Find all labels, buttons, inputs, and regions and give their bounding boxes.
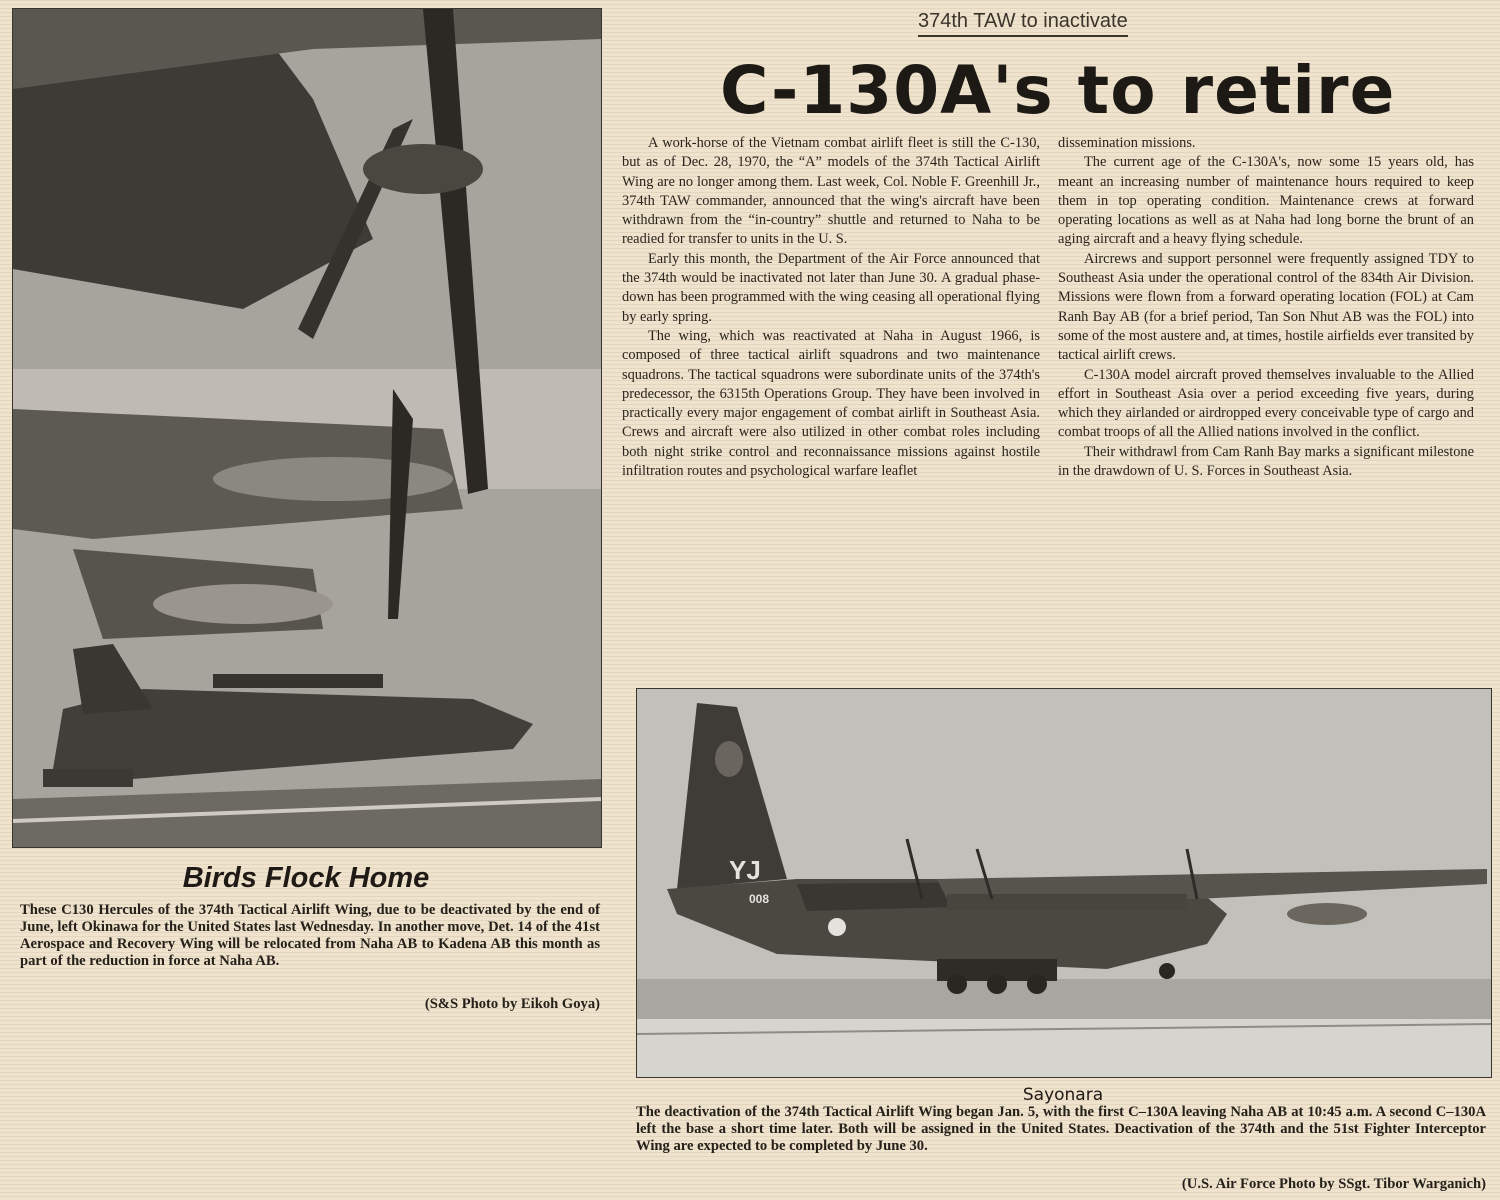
left-photo-credit: (S&S Photo by Eikoh Goya) bbox=[424, 996, 600, 1012]
article-paragraph: C-130A model aircraft proved themselves invaluable to the Allied effort in Southeast Asia over a period exceeding five years, during which they airlanded or airdropped every conceivable type of cargo and combat troops of all the Allied nations involved in the conflict. bbox=[1058, 366, 1474, 441]
tail-number: 008 bbox=[749, 892, 770, 906]
article-paragraph: Early this month, the Department of the Air Force announced that the 374th would be inactivated not later than June 30. A gradual phase-down has been programmed with the wing ceasing all operational flying by early spring. bbox=[622, 250, 1040, 325]
c130-formation-image bbox=[13, 9, 601, 847]
article-paragraph: The current age of the C-130A's, now some 15 years old, has meant an increasing number of maintenance hours required to keep them in top operating condition. Maintenance crews at forward operating locations as well as at Naha had long borne the brunt of an aging aircraft and a heavy flying schedule. bbox=[1058, 154, 1474, 248]
article-paragraph: A work-horse of the Vietnam combat airlift fleet is still the C-130, but as of Dec. 28, 1970, the “A” models of the 374th Tactical Airlift Wing are no longer among them. Last week, Col. Noble F. Greenhill Jr., 374th TAW commander, announced that the wing's aircraft have been withdrawn from the “in-country” shuttle and returned to Naha to be readied for transfer to units in the U. S. bbox=[622, 135, 1040, 248]
article-paragraph: The wing, which was reactivated at Naha in August 1966, is composed of three tactical airlift squadrons and two maintenance squadrons. The tactical squadrons were subordinate units of the 374th's predecessor, the 6315th Operations Group. They have been involved in practically every major engagement of combat airlift in Southeast Asia. Crews and aircraft were also utilized in other combat roles including both night strike control and reconnaissance missions against hostile infiltration routes and psychological warfare leaflet bbox=[622, 327, 1040, 480]
right-photo-credit: (U.S. Air Force Photo by SSgt. Tibor Warganich) bbox=[1181, 1176, 1486, 1192]
tail-code: YJ bbox=[729, 855, 761, 885]
left-photo bbox=[12, 8, 602, 848]
article-paragraph: Their withdrawl from Cam Ranh Bay marks a significant milestone in the drawdown of U. S. Forces in Southeast Asia. bbox=[1058, 443, 1474, 480]
right-photo bbox=[636, 688, 1492, 1078]
article-column-2 bbox=[1058, 134, 1474, 481]
article-kicker: 374th TAW to inactivate bbox=[918, 10, 1128, 37]
right-photo-title: Sayonara bbox=[1022, 1085, 1104, 1105]
left-photo-title: Birds Flock Home bbox=[182, 862, 430, 894]
article-column-1 bbox=[622, 134, 1040, 481]
article-paragraph: dissemination missions. bbox=[1058, 135, 1196, 151]
right-photo-caption: The deactivation of the 374th Tactical Airlift Wing began Jan. 5, with the first C–130A leaving Naha AB at 10:45 a.m. A second C–130A left the base a short time later. Both will be assigned in the United States. Deactivation of the 374th and the 51st Fighter Interceptor Wing are expected to be completed by June 30. bbox=[636, 1104, 1486, 1154]
article-paragraph: Aircrews and support personnel were frequently assigned TDY to Southeast Asia under the operational control of the 834th Air Division. Missions were flown from a forward operating location (FOL) at Cam Ranh Bay AB (for a brief period, Tan Son Nhut AB was the FOL) into some of the most austere and, at times, hostile airfields ever transited by tactical airlift crews. bbox=[1058, 250, 1474, 364]
c130-takeoff-image bbox=[637, 689, 1491, 1077]
article-headline: C-130A's to retire bbox=[720, 52, 1396, 129]
left-photo-caption: These C130 Hercules of the 374th Tactical Airlift Wing, due to be deactivated by the end of June, left Okinawa for the United States last Wednesday. In another move, Det. 14 of the 41st Aerospace and Recovery Wing will be relocated from Naha AB to Kadena AB this month as part of the reduction in force at Naha AB. bbox=[20, 902, 600, 969]
